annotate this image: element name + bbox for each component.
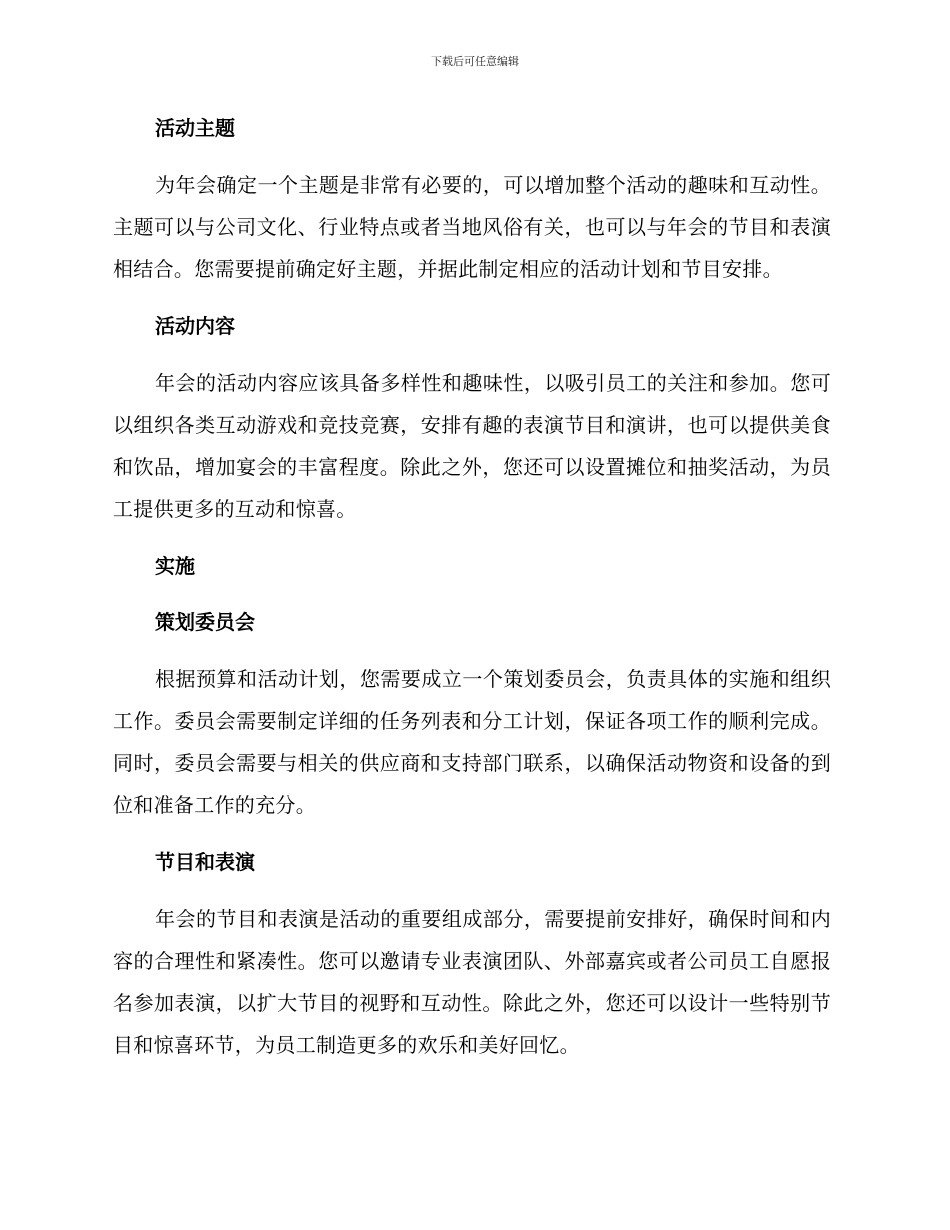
section-heading-theme: 活动主题	[155, 116, 235, 140]
section-paragraph-content: 年会的活动内容应该具备多样性和趣味性，以吸引员工的关注和参加。您可以组织各类互动游戏和竞技竞赛，安排有趣的表演节目和演讲，也可以提供美食和饮品，增加宴会的丰富程度。除此之外，您还可以设置摊位和抽奖活动，为员工提供更多的互动和惊喜。	[113, 371, 831, 521]
section-heading-performances: 节目和表演	[155, 850, 255, 874]
page-header: 下载后可任意编辑	[431, 55, 519, 68]
section-heading-content: 活动内容	[155, 314, 235, 338]
section-paragraph-theme: 为年会确定一个主题是非常有必要的，可以增加整个活动的趣味和互动性。主题可以与公司文化、行业特点或者当地风俗有关，也可以与年会的节目和表演相结合。您需要提前确定好主题，并据此制定相应的活动计划和节目安排。	[113, 173, 831, 281]
section-paragraph-committee: 根据预算和活动计划，您需要成立一个策划委员会，负责具体的实施和组织工作。委员会需要制定详细的任务列表和分工计划，保证各项工作的顺利完成。同时，委员会需要与相关的供应商和支持部门联系，以确保活动物资和设备的到位和准备工作的充分。	[113, 667, 831, 817]
document-body	[113, 108, 831, 1066]
section-heading-implementation: 实施	[155, 554, 195, 578]
section-paragraph-performances: 年会的节目和表演是活动的重要组成部分，需要提前安排好，确保时间和内容的合理性和紧凑性。您可以邀请专业表演团队、外部嘉宾或者公司员工自愿报名参加表演，以扩大节目的视野和互动性。除此之外，您还可以设计一些特别节目和惊喜环节，为员工制造更多的欢乐和美好回忆。	[113, 907, 831, 1057]
section-heading-committee: 策划委员会	[155, 610, 255, 634]
